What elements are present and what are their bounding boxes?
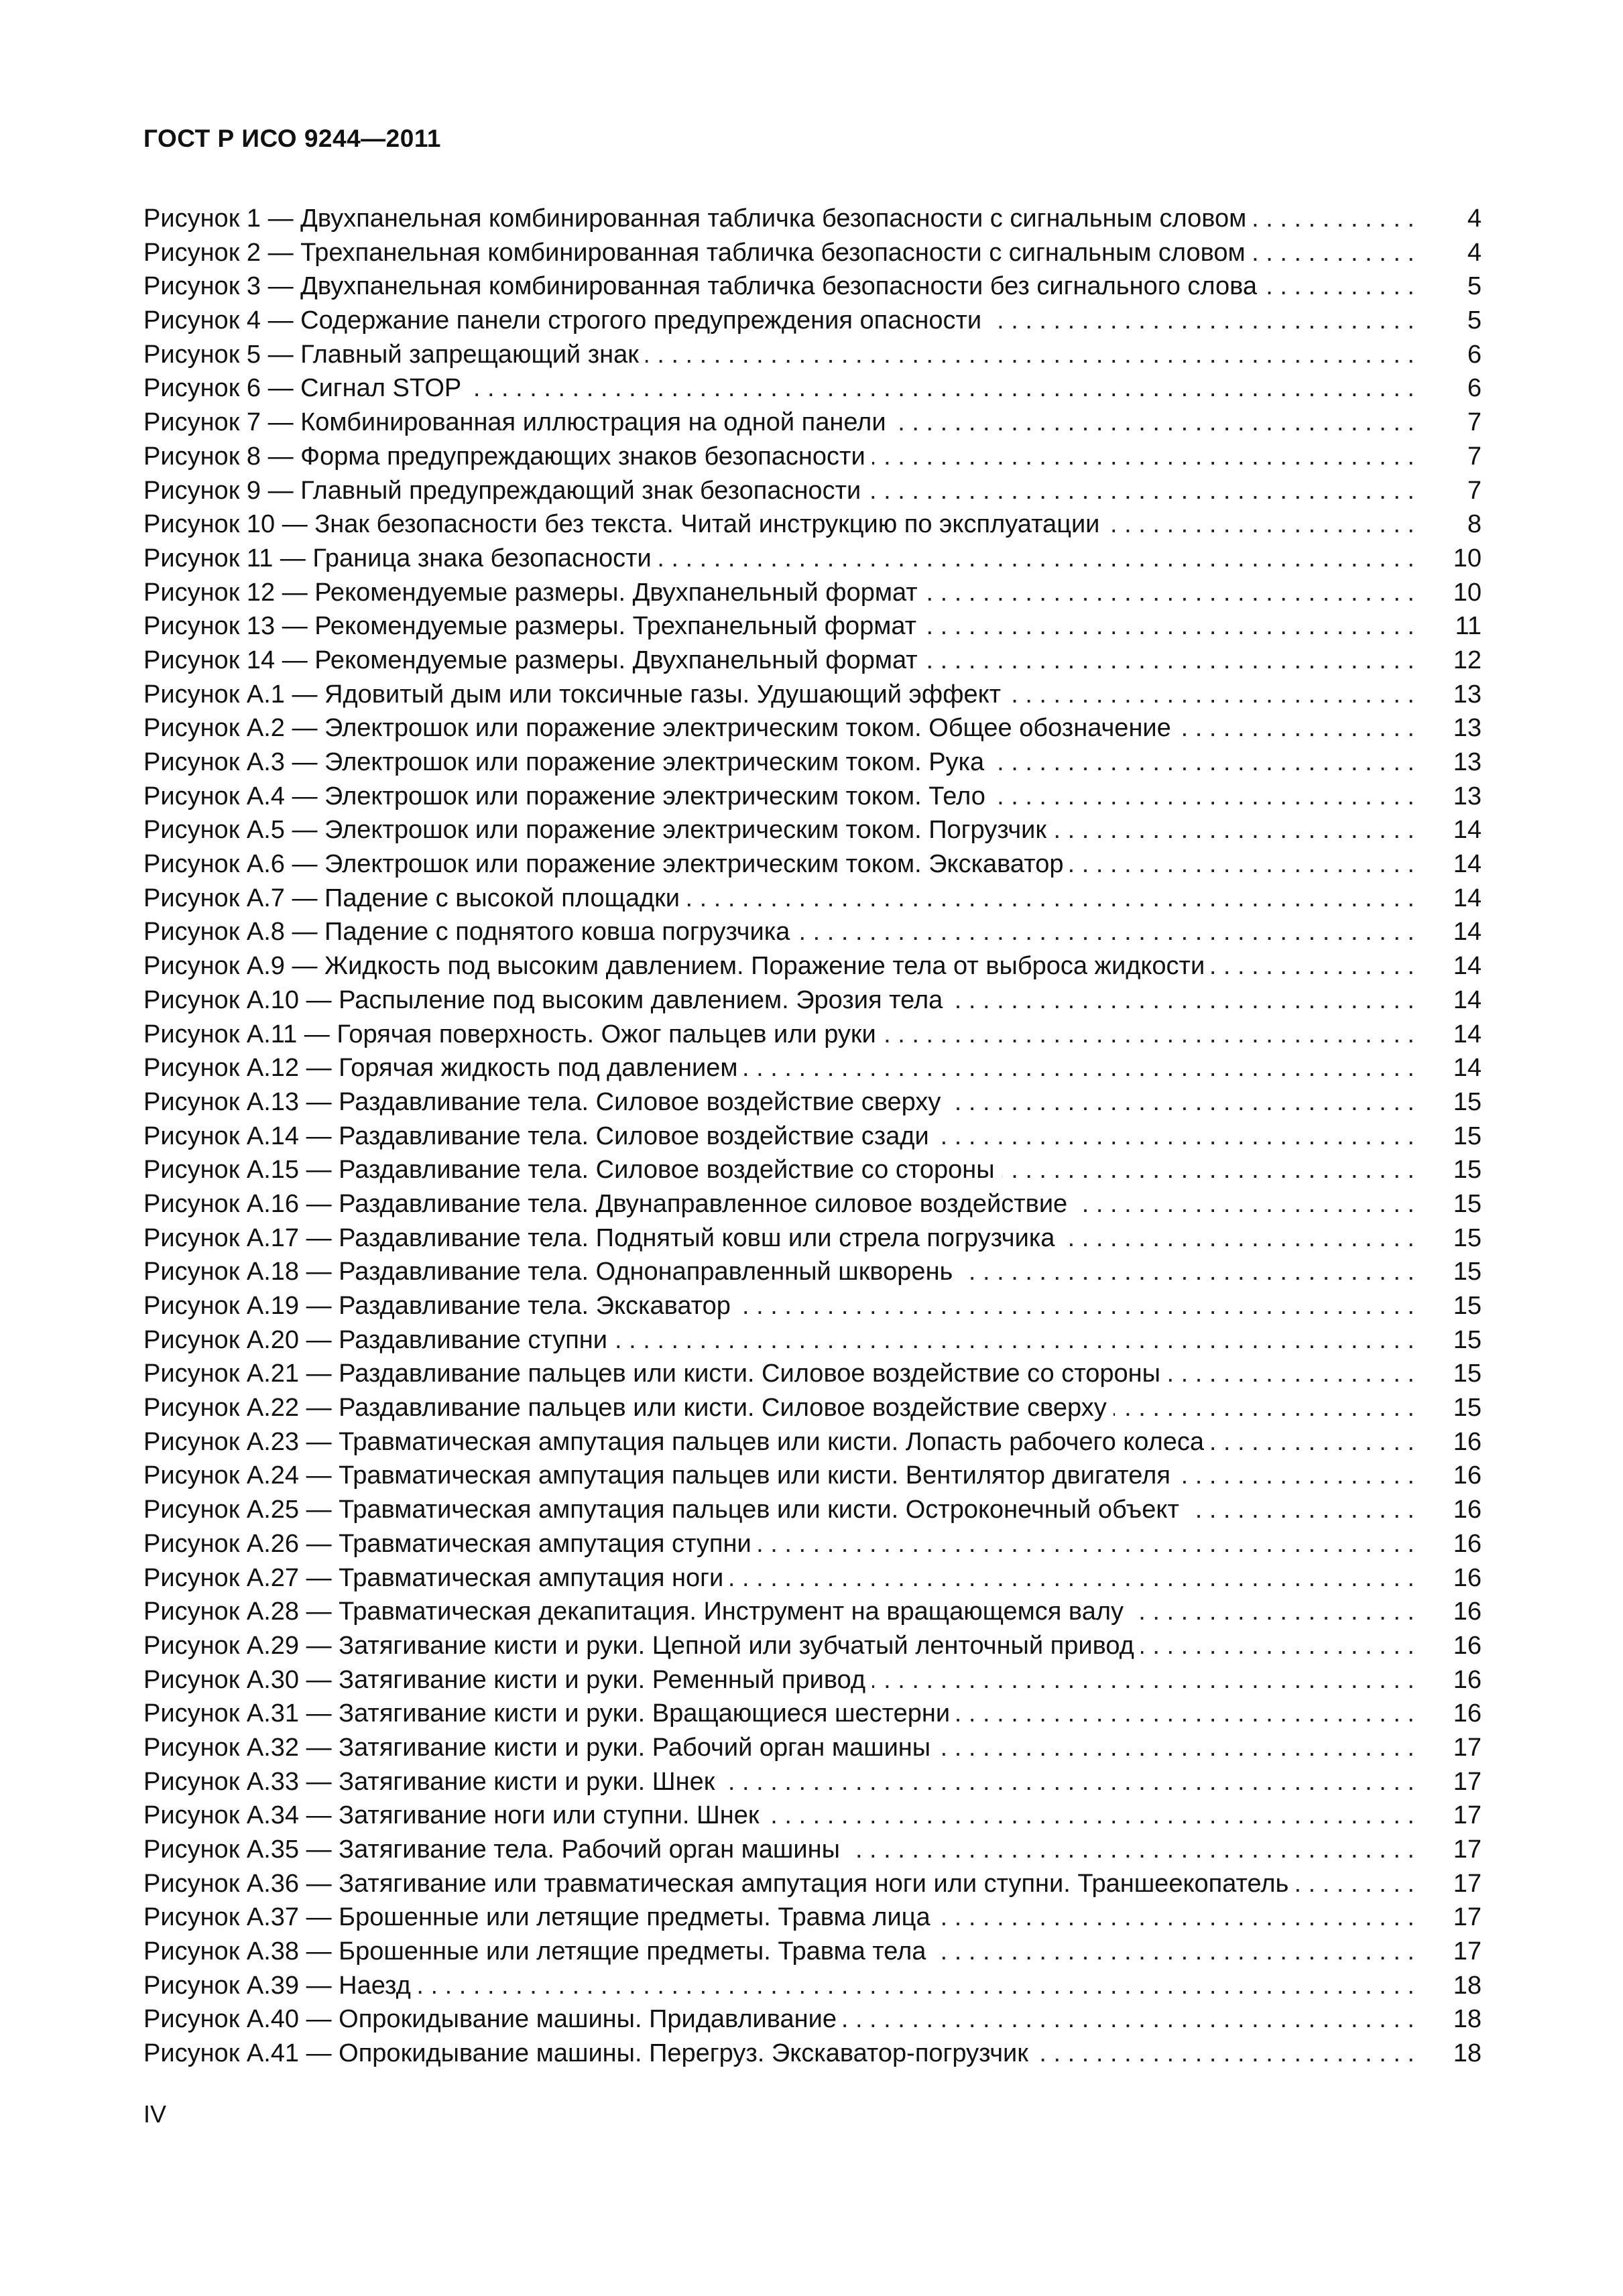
toc-entry bbox=[143, 239, 1482, 273]
toc-entry-label: Рисунок А.3 — Электрошок или поражение электрическим током. Рука bbox=[143, 748, 985, 776]
toc-entry-label: Рисунок А.4 — Электрошок или поражение электрическим током. Тело bbox=[143, 782, 985, 810]
toc-entry-label: Рисунок А.41 — Опрокидывание машины. Перегруз. Экскаватор-погрузчик bbox=[143, 2039, 1028, 2068]
toc-entry bbox=[143, 1292, 1482, 1326]
toc-entry-page: 15 bbox=[1453, 1223, 1482, 1252]
toc-entry-page: 14 bbox=[1453, 918, 1482, 947]
toc-dot-leader bbox=[796, 918, 1415, 947]
toc-dot-leader bbox=[1130, 1597, 1415, 1626]
toc-entry-page: 18 bbox=[1453, 2039, 1482, 2068]
toc-entry-page: 18 bbox=[1453, 1971, 1482, 2000]
toc-dot-leader bbox=[1295, 1870, 1415, 1898]
toc-entry-label: Рисунок 6 — Сигнал STOP bbox=[143, 374, 462, 403]
toc-entry bbox=[143, 1666, 1482, 1700]
toc-entry bbox=[143, 1156, 1482, 1190]
toc-entry-page: 6 bbox=[1467, 374, 1482, 403]
toc-dot-leader bbox=[991, 748, 1415, 777]
toc-entry-page: 15 bbox=[1453, 1360, 1482, 1388]
toc-dot-leader bbox=[1141, 1632, 1415, 1660]
toc-dot-leader bbox=[1211, 1428, 1415, 1457]
toc-dot-leader bbox=[924, 579, 1415, 607]
toc-entry-page: 10 bbox=[1453, 578, 1482, 607]
toc-entry bbox=[143, 646, 1482, 680]
toc-entry bbox=[143, 1903, 1482, 1937]
toc-entry-label: Рисунок А.20 — Раздавливание ступни bbox=[143, 1325, 607, 1354]
toc-entry-page: 16 bbox=[1453, 1665, 1482, 1694]
toc-entry bbox=[143, 1597, 1482, 1632]
toc-entry-page: 14 bbox=[1453, 985, 1482, 1014]
toc-entry bbox=[143, 1801, 1482, 1835]
toc-entry-page: 17 bbox=[1453, 1733, 1482, 1762]
toc-entry-page: 5 bbox=[1467, 272, 1482, 301]
toc-entry-page: 14 bbox=[1453, 816, 1482, 845]
toc-dot-leader bbox=[1211, 952, 1415, 981]
toc-entry-label: Рисунок 11 — Граница знака безопасности bbox=[143, 544, 652, 572]
toc-dot-leader bbox=[1053, 816, 1415, 845]
toc-entry-page: 16 bbox=[1453, 1597, 1482, 1626]
toc-entry bbox=[143, 2005, 1482, 2039]
toc-dot-leader bbox=[1264, 272, 1415, 301]
toc-entry-page: 14 bbox=[1453, 1054, 1482, 1083]
toc-dot-leader bbox=[1070, 850, 1415, 879]
toc-dot-leader bbox=[1253, 204, 1415, 233]
toc-entry-page: 5 bbox=[1467, 306, 1482, 335]
toc-entry bbox=[143, 204, 1482, 239]
toc-entry-label: Рисунок А.6 — Электрошок или поражение электрическим током. Экскаватор bbox=[143, 850, 1064, 879]
toc-dot-leader bbox=[872, 442, 1415, 471]
toc-dot-leader bbox=[867, 477, 1415, 505]
toc-dot-leader bbox=[957, 1699, 1415, 1728]
toc-entry-page: 17 bbox=[1453, 1869, 1482, 1898]
toc-entry bbox=[143, 714, 1482, 748]
toc-entry-page: 15 bbox=[1453, 1156, 1482, 1185]
toc-entry bbox=[143, 1326, 1482, 1360]
table-of-figures bbox=[143, 204, 1482, 2073]
toc-dot-leader bbox=[730, 1564, 1415, 1593]
toc-dot-leader bbox=[883, 1020, 1415, 1049]
toc-entry bbox=[143, 1937, 1482, 1972]
toc-entry-label: Рисунок А.14 — Раздавливание тела. Силовое воздействие сзади bbox=[143, 1122, 929, 1150]
toc-dot-leader bbox=[721, 1768, 1415, 1797]
toc-entry-page: 15 bbox=[1453, 1292, 1482, 1320]
toc-entry-page: 15 bbox=[1453, 1189, 1482, 1218]
toc-entry bbox=[143, 442, 1482, 477]
toc-entry-label: Рисунок А.7 — Падение с высокой площадки bbox=[143, 884, 680, 912]
toc-dot-leader bbox=[1106, 510, 1415, 539]
toc-entry bbox=[143, 1734, 1482, 1768]
toc-entry-label: Рисунок А.13 — Раздавливание тела. Силовое воздействие сверху bbox=[143, 1087, 941, 1116]
toc-dot-leader bbox=[947, 1088, 1415, 1117]
toc-entry-label: Рисунок А.35 — Затягивание тела. Рабочий орган машины bbox=[143, 1835, 840, 1864]
toc-dot-leader bbox=[959, 1258, 1415, 1286]
toc-entry bbox=[143, 1699, 1482, 1734]
toc-entry bbox=[143, 1122, 1482, 1156]
toc-entry bbox=[143, 1054, 1482, 1088]
toc-entry bbox=[143, 1224, 1482, 1258]
toc-dot-leader bbox=[847, 1835, 1415, 1864]
toc-dot-leader bbox=[646, 341, 1415, 369]
toc-dot-leader bbox=[1167, 1360, 1415, 1388]
toc-entry-label: Рисунок А.29 — Затягивание кисти и руки. Цепной или зубчатый ленточный привод bbox=[143, 1631, 1134, 1660]
toc-entry-label: Рисунок А.5 — Электрошок или поражение электрическим током. Погрузчик bbox=[143, 816, 1047, 845]
toc-entry-label: Рисунок А.34 — Затягивание ноги или ступни. Шнек bbox=[143, 1801, 760, 1830]
toc-entry-label: Рисунок А.32 — Затягивание кисти и руки. Рабочий орган машины bbox=[143, 1733, 931, 1762]
toc-dot-leader bbox=[744, 1054, 1415, 1083]
toc-entry bbox=[143, 1870, 1482, 1904]
toc-entry-label: Рисунок 3 — Двухпанельная комбинированная табличка безопасности без сигнального слова bbox=[143, 272, 1258, 301]
toc-entry-page: 15 bbox=[1453, 1122, 1482, 1150]
toc-entry-label: Рисунок А.2 — Электрошок или поражение электрическим током. Общее обозначение bbox=[143, 714, 1171, 743]
toc-dot-leader bbox=[418, 1972, 1415, 2000]
toc-entry bbox=[143, 1768, 1482, 1802]
toc-dot-leader bbox=[949, 986, 1415, 1015]
toc-dot-leader bbox=[1252, 239, 1415, 267]
toc-entry-page: 16 bbox=[1453, 1427, 1482, 1456]
toc-entry-label: Рисунок А.37 — Брошенные или летящие предметы. Травма лица bbox=[143, 1903, 930, 1932]
toc-dot-leader bbox=[843, 2005, 1415, 2034]
toc-dot-leader bbox=[936, 1122, 1415, 1151]
toc-entry bbox=[143, 1428, 1482, 1462]
toc-entry-page: 4 bbox=[1467, 238, 1482, 267]
toc-entry-page: 6 bbox=[1467, 340, 1482, 369]
toc-entry-label: Рисунок 5 — Главный запрещающий знак bbox=[143, 340, 639, 369]
toc-dot-leader bbox=[1008, 680, 1415, 709]
toc-entry-page: 16 bbox=[1453, 1563, 1482, 1592]
toc-entry bbox=[143, 986, 1482, 1020]
toc-entry-label: Рисунок А.24 — Травматическая ампутация пальцев или кисти. Вентилятор двигателя bbox=[143, 1461, 1170, 1490]
toc-dot-leader bbox=[1114, 1394, 1415, 1423]
toc-dot-leader bbox=[737, 1292, 1415, 1321]
toc-entry bbox=[143, 408, 1482, 442]
toc-entry bbox=[143, 579, 1482, 613]
toc-entry bbox=[143, 306, 1482, 341]
toc-entry-label: Рисунок А.26 — Травматическая ампутация ступни bbox=[143, 1529, 752, 1558]
toc-entry bbox=[143, 680, 1482, 715]
toc-entry bbox=[143, 1496, 1482, 1530]
toc-entry bbox=[143, 1835, 1482, 1870]
toc-entry-page: 17 bbox=[1453, 1903, 1482, 1932]
toc-entry-label: Рисунок А.15 — Раздавливание тела. Силовое воздействие со стороны bbox=[143, 1156, 995, 1185]
toc-entry-label: Рисунок 9 — Главный предупреждающий знак безопасности bbox=[143, 476, 861, 505]
toc-entry bbox=[143, 918, 1482, 952]
toc-entry bbox=[143, 1020, 1482, 1054]
toc-entry-page: 8 bbox=[1467, 510, 1482, 539]
toc-dot-leader bbox=[468, 374, 1415, 403]
page-header-title: ГОСТ Р ИСО 9244—2011 bbox=[143, 125, 441, 152]
toc-entry-label: Рисунок А.21 — Раздавливание пальцев или кисти. Силовое воздействие со стороны bbox=[143, 1360, 1160, 1388]
toc-dot-leader bbox=[988, 306, 1415, 335]
toc-entry-label: Рисунок А.10 — Распыление под высоким давлением. Эрозия тела bbox=[143, 985, 943, 1014]
toc-entry-label: Рисунок А.31 — Затягивание кисти и руки. Вращающиеся шестерни bbox=[143, 1699, 951, 1728]
toc-entry-label: Рисунок А.30 — Затягивание кисти и руки. Ременный привод bbox=[143, 1665, 866, 1694]
toc-entry-page: 4 bbox=[1467, 204, 1482, 233]
toc-entry-page: 16 bbox=[1453, 1631, 1482, 1660]
toc-entry bbox=[143, 782, 1482, 817]
page-number: IV bbox=[143, 2100, 167, 2128]
toc-entry-page: 16 bbox=[1453, 1699, 1482, 1728]
toc-entry-page: 15 bbox=[1453, 1394, 1482, 1423]
toc-entry-label: Рисунок А.22 — Раздавливание пальцев или кисти. Силовое воздействие сверху bbox=[143, 1394, 1107, 1423]
toc-dot-leader bbox=[758, 1530, 1415, 1559]
toc-dot-leader bbox=[1074, 1190, 1415, 1219]
toc-entry bbox=[143, 1394, 1482, 1428]
toc-entry-label: Рисунок А.27 — Травматическая ампутация ноги bbox=[143, 1563, 724, 1592]
toc-entry-label: Рисунок А.18 — Раздавливание тела. Однонаправленный шкворень bbox=[143, 1258, 953, 1286]
toc-entry bbox=[143, 1564, 1482, 1598]
toc-entry-page: 7 bbox=[1467, 442, 1482, 471]
toc-entry-page: 14 bbox=[1453, 884, 1482, 912]
toc-entry bbox=[143, 1461, 1482, 1496]
toc-entry-page: 13 bbox=[1453, 748, 1482, 776]
toc-dot-leader bbox=[686, 884, 1415, 913]
toc-entry-page: 14 bbox=[1453, 1020, 1482, 1048]
toc-entry bbox=[143, 816, 1482, 850]
toc-entry-page: 17 bbox=[1453, 1801, 1482, 1830]
toc-entry-page: 11 bbox=[1455, 612, 1482, 641]
toc-entry bbox=[143, 1632, 1482, 1666]
toc-dot-leader bbox=[1035, 2039, 1415, 2068]
toc-entry bbox=[143, 1972, 1482, 2006]
toc-entry-label: Рисунок 8 — Форма предупреждающих знаков безопасности bbox=[143, 442, 865, 471]
toc-entry-label: Рисунок А.8 — Падение с поднятого ковша погрузчика bbox=[143, 918, 790, 947]
toc-entry-label: Рисунок А.40 — Опрокидывание машины. Придавливание bbox=[143, 2005, 837, 2034]
toc-dot-leader bbox=[937, 1734, 1415, 1762]
toc-entry-label: Рисунок 14 — Рекомендуемые размеры. Двухпанельный формат bbox=[143, 646, 918, 674]
toc-dot-leader bbox=[923, 612, 1415, 641]
toc-entry bbox=[143, 1258, 1482, 1292]
toc-entry-label: Рисунок А.9 — Жидкость под высоким давлением. Поражение тела от выброса жидкости bbox=[143, 952, 1205, 981]
toc-dot-leader bbox=[933, 1937, 1415, 1966]
toc-dot-leader bbox=[1061, 1224, 1415, 1253]
toc-entry-page: 16 bbox=[1453, 1529, 1482, 1558]
toc-entry-page: 14 bbox=[1453, 850, 1482, 879]
toc-dot-leader bbox=[924, 646, 1415, 675]
toc-entry-label: Рисунок А.25 — Травматическая ампутация пальцев или кисти. Остроконечный объект bbox=[143, 1496, 1179, 1524]
toc-entry bbox=[143, 544, 1482, 579]
toc-entry bbox=[143, 510, 1482, 544]
toc-entry bbox=[143, 272, 1482, 306]
toc-entry-label: Рисунок 13 — Рекомендуемые размеры. Трехпанельный формат bbox=[143, 612, 917, 641]
toc-dot-leader bbox=[872, 1666, 1415, 1695]
toc-entry-label: Рисунок А.36 — Затягивание или травматическая ампутация ноги или ступни. Траншеекопатель bbox=[143, 1869, 1289, 1898]
toc-entry-label: Рисунок А.19 — Раздавливание тела. Экскаватор bbox=[143, 1292, 731, 1320]
toc-entry-page: 14 bbox=[1453, 952, 1482, 981]
toc-entry-page: 13 bbox=[1453, 680, 1482, 709]
toc-entry-page: 15 bbox=[1453, 1325, 1482, 1354]
toc-entry-label: Рисунок А.33 — Затягивание кисти и руки. Шнек bbox=[143, 1767, 715, 1796]
toc-entry bbox=[143, 1360, 1482, 1394]
toc-entry-page: 15 bbox=[1453, 1258, 1482, 1286]
toc-entry bbox=[143, 374, 1482, 408]
toc-dot-leader bbox=[1002, 1156, 1415, 1185]
toc-entry-page: 10 bbox=[1453, 544, 1482, 572]
toc-entry-label: Рисунок 7 — Комбинированная иллюстрация на одной панели bbox=[143, 408, 886, 437]
toc-entry-label: Рисунок А.28 — Травматическая декапитация. Инструмент на вращающемся валу bbox=[143, 1597, 1124, 1626]
toc-entry bbox=[143, 748, 1482, 782]
toc-entry-page: 7 bbox=[1467, 408, 1482, 437]
toc-entry-label: Рисунок А.39 — Наезд bbox=[143, 1971, 411, 2000]
toc-dot-leader bbox=[658, 544, 1415, 573]
toc-entry-label: Рисунок А.17 — Раздавливание тела. Поднятый ковш или стрела погрузчика bbox=[143, 1223, 1055, 1252]
toc-dot-leader bbox=[937, 1903, 1415, 1932]
toc-entry bbox=[143, 1190, 1482, 1224]
toc-entry-page: 17 bbox=[1453, 1767, 1482, 1796]
toc-dot-leader bbox=[614, 1326, 1415, 1355]
toc-entry bbox=[143, 612, 1482, 646]
toc-entry-label: Рисунок 1 — Двухпанельная комбинированная табличка безопасности с сигнальным словом bbox=[143, 204, 1247, 233]
toc-entry-page: 16 bbox=[1453, 1461, 1482, 1490]
toc-entry-label: Рисунок А.16 — Раздавливание тела. Двунаправленное силовое воздействие bbox=[143, 1189, 1068, 1218]
toc-dot-leader bbox=[1178, 714, 1415, 743]
toc-entry-page: 13 bbox=[1453, 714, 1482, 743]
toc-entry-page: 13 bbox=[1453, 782, 1482, 810]
toc-entry bbox=[143, 1088, 1482, 1122]
toc-entry-label: Рисунок А.23 — Травматическая ампутация пальцев или кисти. Лопасть рабочего колеса bbox=[143, 1427, 1205, 1456]
toc-entry-label: Рисунок А.38 — Брошенные или летящие предметы. Травма тела bbox=[143, 1937, 926, 1966]
toc-dot-leader bbox=[1186, 1496, 1415, 1524]
toc-entry bbox=[143, 341, 1482, 375]
toc-entry bbox=[143, 884, 1482, 918]
toc-entry bbox=[143, 850, 1482, 884]
toc-entry-page: 12 bbox=[1453, 646, 1482, 674]
toc-entry-page: 15 bbox=[1453, 1087, 1482, 1116]
toc-entry bbox=[143, 1530, 1482, 1564]
toc-entry-label: Рисунок 2 — Трехпанельная комбинированная табличка безопасности с сигнальным словом bbox=[143, 238, 1246, 267]
toc-entry-page: 16 bbox=[1453, 1496, 1482, 1524]
toc-entry bbox=[143, 477, 1482, 511]
toc-entry bbox=[143, 952, 1482, 986]
toc-dot-leader bbox=[893, 408, 1415, 437]
toc-dot-leader bbox=[992, 782, 1415, 811]
toc-entry-label: Рисунок 4 — Содержание панели строгого предупреждения опасности bbox=[143, 306, 982, 335]
toc-entry-label: Рисунок 12 — Рекомендуемые размеры. Двухпанельный формат bbox=[143, 578, 918, 607]
toc-dot-leader bbox=[766, 1801, 1415, 1830]
toc-entry-page: 7 bbox=[1467, 476, 1482, 505]
toc-entry-label: Рисунок 10 — Знак безопасности без текста. Читай инструкцию по эксплуатации bbox=[143, 510, 1100, 539]
toc-entry-label: Рисунок А.12 — Горячая жидкость под давлением bbox=[143, 1054, 738, 1083]
toc-entry bbox=[143, 2039, 1482, 2073]
toc-entry-page: 18 bbox=[1453, 2005, 1482, 2034]
toc-dot-leader bbox=[1177, 1461, 1415, 1490]
toc-entry-page: 17 bbox=[1453, 1937, 1482, 1966]
toc-entry-label: Рисунок А.11 — Горячая поверхность. Ожог пальцев или руки bbox=[143, 1020, 876, 1048]
toc-entry-label: Рисунок А.1 — Ядовитый дым или токсичные газы. Удушающий эффект bbox=[143, 680, 1002, 709]
toc-entry-page: 17 bbox=[1453, 1835, 1482, 1864]
